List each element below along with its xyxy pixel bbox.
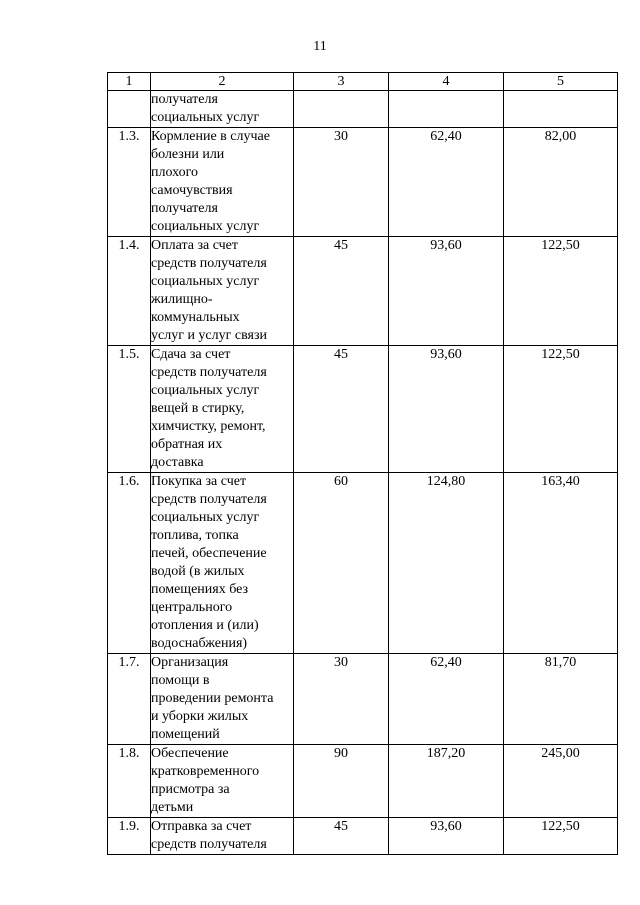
- service-name: [151, 128, 294, 237]
- row-number: [108, 91, 151, 128]
- table-header-row: [108, 73, 618, 91]
- service-name-line: услуг и услуг связи: [151, 328, 267, 343]
- column-header: 5: [504, 73, 618, 91]
- value-c5: 245,00: [504, 745, 618, 818]
- service-name-line: и уборки жилых: [151, 709, 249, 724]
- value-c4: [389, 91, 504, 128]
- value-c4: 93,60: [389, 346, 504, 473]
- service-name: [151, 745, 294, 818]
- service-name: [151, 346, 294, 473]
- service-name-line: средств получателя: [151, 256, 267, 271]
- service-name-line: плохого: [151, 165, 198, 180]
- service-name-line: отопления и (или): [151, 618, 259, 633]
- service-name-line: вещей в стирку,: [151, 401, 245, 416]
- service-name-line: центрального: [151, 600, 233, 615]
- service-name-line: помощи в: [151, 673, 210, 688]
- service-name-line: средств получателя: [151, 837, 267, 852]
- service-name-line: жилищно-: [151, 292, 213, 307]
- row-number: 1.6.: [108, 473, 151, 654]
- service-name-line: помещениях без: [151, 582, 249, 597]
- service-name-line: проведении ремонта: [151, 691, 274, 706]
- service-name-line: обратная их: [151, 437, 223, 452]
- service-name-line: Отправка за счет: [151, 819, 252, 834]
- row-number: 1.3.: [108, 128, 151, 237]
- service-name-line: средств получателя: [151, 365, 267, 380]
- service-name: [151, 818, 294, 855]
- service-name-line: социальных услуг: [151, 219, 260, 234]
- page-number: 11: [313, 39, 327, 54]
- column-header: 1: [108, 73, 151, 91]
- table-row: [108, 237, 618, 346]
- value-c5: 122,50: [504, 346, 618, 473]
- value-c3: [294, 91, 389, 128]
- service-name-line: средств получателя: [151, 492, 267, 507]
- table-row: [108, 745, 618, 818]
- row-number: 1.8.: [108, 745, 151, 818]
- service-name-line: печей, обеспечение: [151, 546, 267, 561]
- table-row: [108, 346, 618, 473]
- row-number: 1.4.: [108, 237, 151, 346]
- value-c3: 45: [294, 818, 389, 855]
- service-name-line: социальных услуг: [151, 110, 260, 125]
- row-number: 1.9.: [108, 818, 151, 855]
- value-c5: 122,50: [504, 237, 618, 346]
- value-c4: 62,40: [389, 128, 504, 237]
- table-row: [108, 473, 618, 654]
- service-name-line: социальных услуг: [151, 383, 260, 398]
- service-name-line: кратковременного: [151, 764, 260, 779]
- value-c4: 93,60: [389, 237, 504, 346]
- service-name-line: Обеспечение: [151, 746, 229, 761]
- service-name-line: самочувствия: [151, 183, 233, 198]
- service-name-line: социальных услуг: [151, 510, 260, 525]
- value-c5: [504, 91, 618, 128]
- service-name-line: получателя: [151, 92, 218, 107]
- row-number: 1.7.: [108, 654, 151, 745]
- service-name-line: помещений: [151, 727, 220, 742]
- table-row: [108, 128, 618, 237]
- value-c5: 81,70: [504, 654, 618, 745]
- value-c3: 45: [294, 346, 389, 473]
- service-name-line: детьми: [151, 800, 194, 815]
- service-name-line: водоснабжения): [151, 636, 248, 651]
- value-c3: 60: [294, 473, 389, 654]
- value-c5: 122,50: [504, 818, 618, 855]
- value-c5: 82,00: [504, 128, 618, 237]
- table-row: [108, 91, 618, 128]
- column-header: 4: [389, 73, 504, 91]
- service-name-line: Организация: [151, 655, 229, 670]
- value-c4: 93,60: [389, 818, 504, 855]
- column-header: 2: [151, 73, 294, 91]
- value-c4: 187,20: [389, 745, 504, 818]
- service-name-line: Оплата за счет: [151, 238, 238, 253]
- value-c3: 30: [294, 128, 389, 237]
- value-c3: 30: [294, 654, 389, 745]
- service-name: [151, 473, 294, 654]
- service-name-line: Кормление в случае: [151, 129, 270, 144]
- value-c5: 163,40: [504, 473, 618, 654]
- row-number: 1.5.: [108, 346, 151, 473]
- value-c3: 90: [294, 745, 389, 818]
- service-name-line: присмотра за: [151, 782, 230, 797]
- value-c4: 62,40: [389, 654, 504, 745]
- service-name-line: Покупка за счет: [151, 474, 247, 489]
- table-row: [108, 818, 618, 855]
- tariff-table: [107, 72, 618, 855]
- service-name-line: социальных услуг: [151, 274, 260, 289]
- service-name: [151, 237, 294, 346]
- service-name-line: Сдача за счет: [151, 347, 231, 362]
- column-header: 3: [294, 73, 389, 91]
- service-name-line: доставка: [151, 455, 204, 470]
- table-row: [108, 654, 618, 745]
- service-name-line: болезни или: [151, 147, 225, 162]
- service-name-line: коммунальных: [151, 310, 240, 325]
- service-name: [151, 654, 294, 745]
- value-c4: 124,80: [389, 473, 504, 654]
- service-name-line: топлива, топка: [151, 528, 239, 543]
- service-name: [151, 91, 294, 128]
- service-name-line: водой (в жилых: [151, 564, 245, 579]
- value-c3: 45: [294, 237, 389, 346]
- service-name-line: получателя: [151, 201, 218, 216]
- service-name-line: химчистку, ремонт,: [151, 419, 266, 434]
